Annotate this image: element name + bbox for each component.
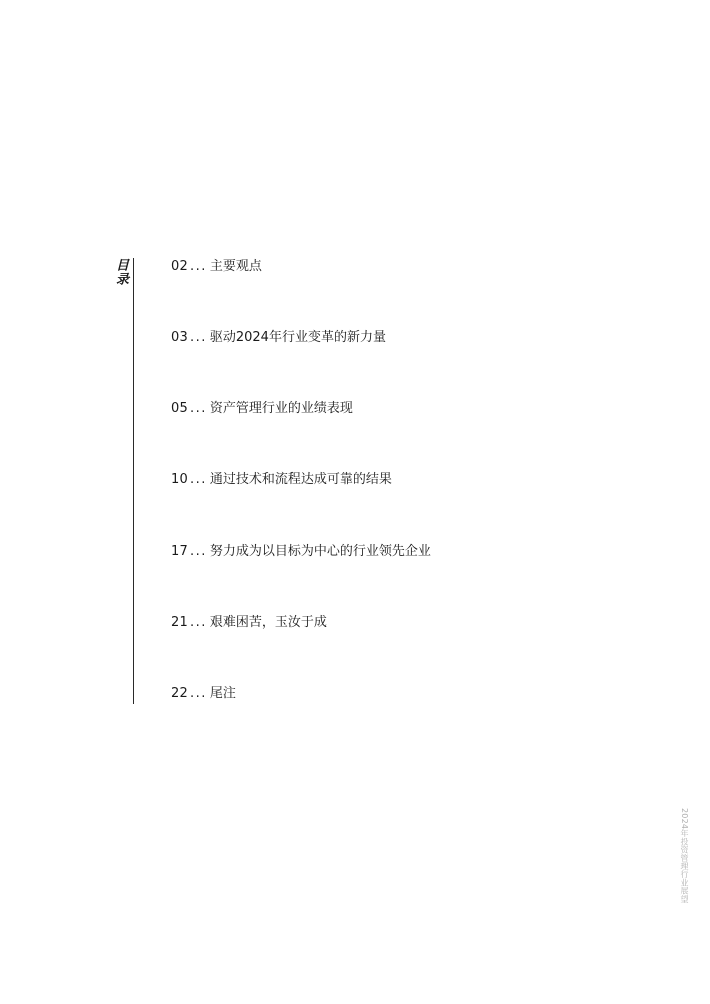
toc-page-number: 02 bbox=[171, 259, 188, 274]
toc-heading: 目录 bbox=[113, 258, 128, 286]
toc-entry-title: 艰难困苦，玉汝于成 bbox=[209, 615, 327, 630]
toc-leader-dots: ... bbox=[189, 330, 207, 345]
document-side-note: 2024年投资管理行业展望 bbox=[680, 808, 689, 903]
toc-entry-title: 驱动2024年行业变革的新力量 bbox=[209, 330, 386, 345]
toc-entry[interactable] bbox=[171, 258, 262, 276]
toc-entry[interactable] bbox=[171, 329, 386, 347]
toc-leader-dots: ... bbox=[189, 686, 207, 701]
toc-entry-title: 尾注 bbox=[209, 686, 236, 701]
toc-entry[interactable] bbox=[171, 614, 327, 632]
toc-entry-title: 努力成为以目标为中心的行业领先企业 bbox=[209, 544, 431, 559]
toc-entry-title: 主要观点 bbox=[209, 259, 262, 274]
toc-page-number: 21 bbox=[171, 615, 188, 630]
toc-page-number: 05 bbox=[171, 401, 188, 416]
toc-divider-line bbox=[133, 258, 134, 704]
toc-page-number: 17 bbox=[171, 544, 188, 559]
toc-page-number: 03 bbox=[171, 330, 188, 345]
toc-page-number: 22 bbox=[171, 686, 188, 701]
toc-leader-dots: ... bbox=[189, 472, 207, 487]
toc-entry[interactable] bbox=[171, 400, 353, 418]
toc-leader-dots: ... bbox=[189, 259, 207, 274]
toc-entry[interactable] bbox=[171, 471, 392, 489]
toc-leader-dots: ... bbox=[189, 401, 207, 416]
toc-entry-title: 通过技术和流程达成可靠的结果 bbox=[209, 472, 392, 487]
toc-leader-dots: ... bbox=[189, 544, 207, 559]
toc-entry[interactable] bbox=[171, 685, 236, 703]
toc-page-number: 10 bbox=[171, 472, 188, 487]
toc-entry[interactable] bbox=[171, 543, 431, 561]
toc-entry-title: 资产管理行业的业绩表现 bbox=[209, 401, 353, 416]
toc-leader-dots: ... bbox=[189, 615, 207, 630]
